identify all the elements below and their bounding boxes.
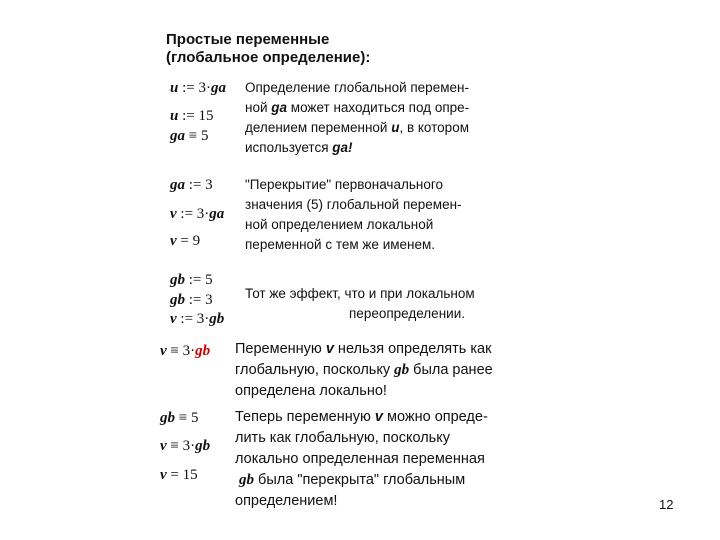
- title-line-2: (глобальное определение):: [166, 49, 371, 66]
- code-line: u := 15: [170, 108, 214, 124]
- code-line: v := 3·ga: [170, 206, 225, 222]
- code-line: u := 3·ga: [170, 80, 226, 96]
- title-line-1: Простые переменные: [166, 31, 330, 48]
- code-line: gb := 5: [170, 272, 213, 288]
- page-title: [166, 31, 370, 67]
- note-block-4: Переменную v нельзя определять как глобальную, поскольку gb была ранее определена локально!: [235, 341, 493, 399]
- note-block-5: Теперь переменную v можно опреде- лить как глобальную, поскольку локально определенная переменная gb была "перекрыта" глобальным определением!: [235, 409, 488, 509]
- code-line: v := 3·gb: [170, 311, 225, 327]
- code-line: v = 9: [170, 233, 201, 249]
- note-block-1: Определение глобальной перемен- ной ga может находиться под опре- делением переменной u, в котором используется ga!: [245, 80, 470, 155]
- code-line: gb ≡ 5: [160, 410, 199, 426]
- code-line: v ≡ 3·gb: [160, 438, 211, 454]
- code-line: gb := 3: [170, 292, 213, 308]
- code-line: v ≡ 3·gb: [160, 343, 211, 359]
- code-line: ga := 3: [170, 177, 213, 193]
- code-line: ga ≡ 5: [170, 128, 209, 144]
- page-number: 12: [659, 497, 674, 512]
- note-block-2: "Перекрытие" первоначального значения (5) глобальной перемен- ной определением локальной переменной с тем же именем.: [245, 177, 462, 252]
- code-line: v = 15: [160, 467, 198, 483]
- note-block-3: Тот же эффект, что и при локальном переопределении.: [245, 286, 475, 321]
